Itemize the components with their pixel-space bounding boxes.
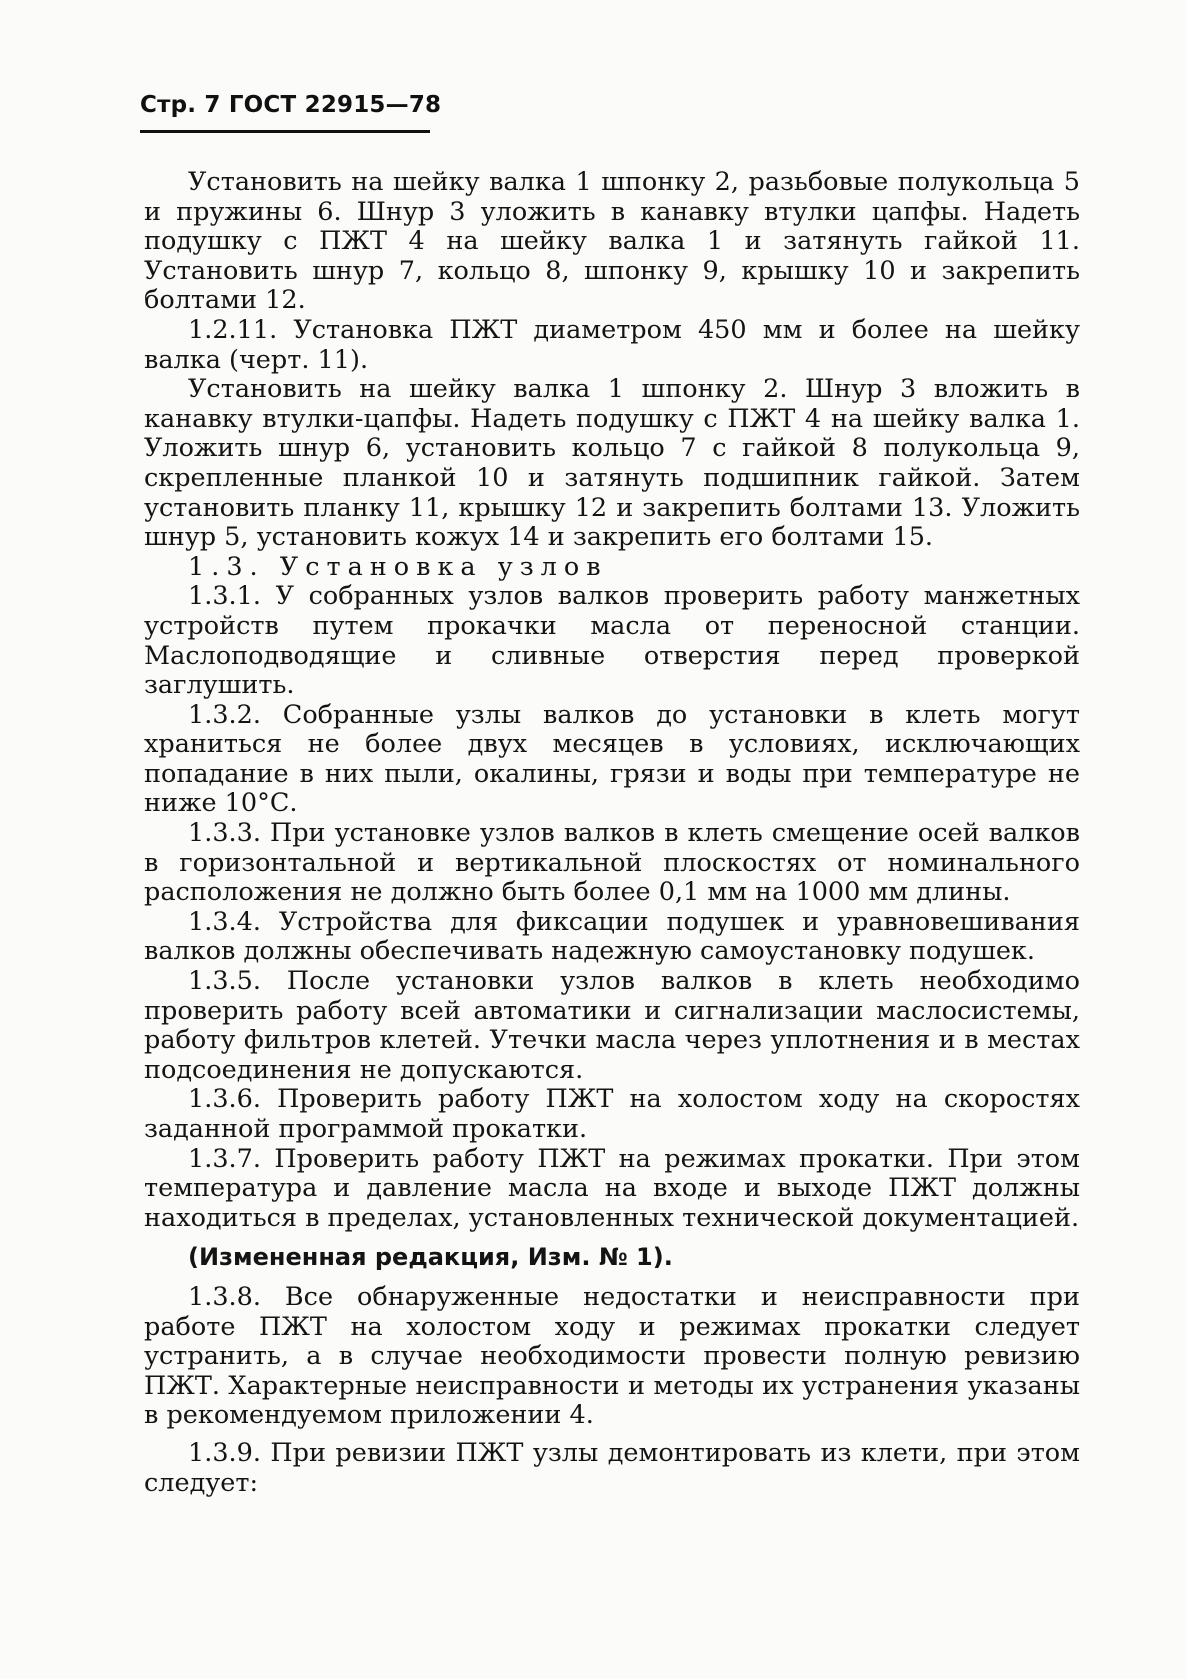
paragraph-roll-neck-install-large: Установить на шейку валка 1 шпонку 2. Шнур 3 вложить в канавку втулки-цапфы. Надеть подушку с ПЖТ 4 на шейку валка 1. Уложить шнур 6, установить кольцо 7 с гайкой 8 полукольца 9, скрепленные планкой 10 и затянуть подшипник гайкой. Затем установить планку 11, крышку 12 и закрепить болтами 13. Уложить шнур 5, установить кожух 14 и закрепить его болтами 15.	[144, 374, 1080, 553]
document-body	[144, 168, 1080, 1498]
paragraph-1-3-5: 1.3.5. После установки узлов валков в клеть необходимо проверить работу всей автоматики и сигнализации маслосистемы, работу фильтров клетей. Утечки масла через уплотнения и в местах подсоединения не допускаются.	[144, 966, 1080, 1085]
section-heading-1-3	[144, 553, 1080, 583]
paragraph-1-3-8: 1.3.8. Все обнаруженные недостатки и неисправности при работе ПЖТ на холостом ходу и режимах прокатки следует устранить, а в случае необходимости провести полную ревизию ПЖТ. Характерные неисправности и методы их устранения указаны в рекомендуемом приложении 4.	[144, 1281, 1080, 1431]
paragraph-1-3-3: 1.3.3. При установке узлов валков в клеть смещение осей валков в горизонтальной и вертикальной плоскостях от номинального расположения не должно быть более 0,1 мм на 1000 мм длины.	[144, 818, 1080, 908]
amendment-note: (Измененная редакция, Изм. № 1).	[188, 1243, 673, 1272]
page-header: Стр. 7 ГОСТ 22915—78	[140, 92, 442, 118]
paragraph-1-3-7: 1.3.7. Проверить работу ПЖТ на режимах прокатки. При этом температура и давление масла на входе и выходе ПЖТ должны находиться в пределах, установленных технической документацией.	[144, 1143, 1080, 1233]
section-heading-1-3-text: 1.3. Установка узлов	[188, 551, 608, 582]
header-rule	[140, 130, 430, 133]
paragraph-1-3-1: 1.3.1. У собранных узлов валков проверить работу манжетных устройств путем прокачки масла от переносной станции. Маслоподводящие и сливные отверстия перед проверкой заглушить.	[144, 581, 1080, 701]
paragraph-1-3-6: 1.3.6. Проверить работу ПЖТ на холостом ходу на скоростях заданной программой прокатки.	[144, 1084, 1080, 1144]
paragraph-1-2-11: 1.2.11. Установка ПЖТ диаметром 450 мм и более на шейку валка (черт. 11).	[144, 314, 1080, 375]
paragraph-roll-neck-install-small: Установить на шейку валка 1 шпонку 2, разьбовые полукольца 5 и пружины 6. Шнур 3 уложить в канавку втулки цапфы. Надеть подушку с ПЖТ 4 на шейку валка 1 и затянуть гайкой 11. Установить шнур 7, кольцо 8, шпонку 9, крышку 10 и закрепить болтами 12.	[144, 167, 1080, 316]
paragraph-1-3-9: 1.3.9. При ревизии ПЖТ узлы демонтировать из клети, при этом следует:	[144, 1437, 1080, 1498]
paragraph-1-3-2: 1.3.2. Собранные узлы валков до установки в клеть могут храниться не более двух месяцев в условиях, исключающих попадание в них пыли, окалины, грязи и воды при температуре не ниже 10°С.	[144, 699, 1080, 819]
paragraph-1-3-4: 1.3.4. Устройства для фиксации подушек и уравновешивания валков должны обеспечивать надежную самоустановку подушек.	[144, 906, 1080, 967]
